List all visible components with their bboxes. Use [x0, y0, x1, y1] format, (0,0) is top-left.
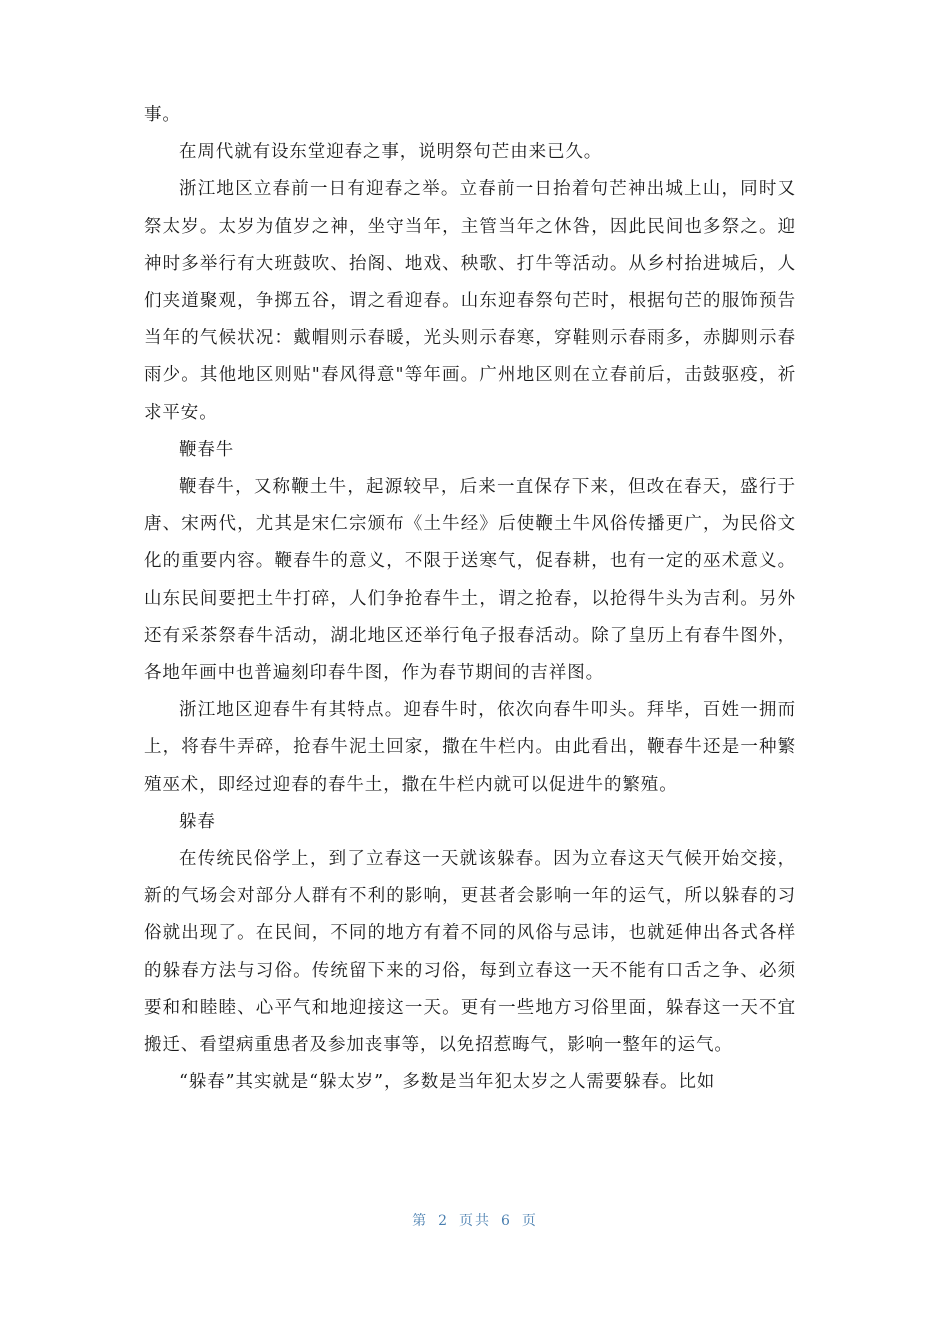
paragraph: 鞭春牛，又称鞭土牛，起源较早，后来一直保存下来，但改在春天，盛行于唐、宋两代，尤其是宋仁宗颁布《土牛经》后使鞭土牛风俗传播更广，为民俗文化的重要内容。鞭春牛的意义，不限于送寒气，促春耕，也有一定的巫术意义。山东民间要把土牛打碎，人们争抢春牛土，谓之抢春，以抢得牛头为吉利。另外还有采茶祭春牛活动，湖北地区还举行龟子报春活动。除了皇历上有春牛图外，各地年画中也普遍刻印春牛图，作为春节期间的吉祥图。	[144, 477, 796, 684]
footer-current-page: 2	[438, 1213, 449, 1229]
paragraph: 浙江地区立春前一日有迎春之举。立春前一日抬着句芒神出城上山，同时又祭太岁。太岁为值岁之神，坐守当年，主管当年之休咎，因此民间也多祭之。迎神时多举行有大班鼓吹、抬阁、地戏、秧歌、打牛等活动。从乡村抬进城后，人们夹道聚观，争掷五谷，谓之看迎春。山东迎春祭句芒时，根据句芒的服饰预告当年的气候状况：戴帽则示春暖，光头则示春寒，穿鞋则示春雨多，赤脚则示春雨少。其他地区则贴"春风得意"等年画。广州地区则在立春前后，击鼓驱疫，祈求平安。	[144, 179, 796, 423]
footer-total-pages: 6	[501, 1213, 512, 1229]
section-heading-duochun: 躲春	[179, 811, 216, 832]
paragraph: 事。	[144, 105, 181, 125]
paragraph: 浙江地区迎春牛有其特点。迎春牛时，依次向春牛叩头。拜毕，百姓一拥而上，将春牛弄碎，抢春牛泥土回家，撒在牛栏内。由此看出，鞭春牛还是一种繁殖巫术，即经过迎春的春牛土，撒在牛栏内就可以促进牛的繁殖。	[144, 700, 796, 795]
paragraph: 在传统民俗学上，到了立春这一天就该躲春。因为立春这天气候开始交接，新的气场会对部分人群有不利的影响，更甚者会影响一年的运气，所以躲春的习俗就出现了。在民间，不同的地方有着不同的风俗与忌讳，也就延伸出各式各样的躲春方法与习俗。传统留下来的习俗，每到立春这一天不能有口舌之争、必须要和和睦睦、心平气和地迎接这一天。更有一些地方习俗里面，躲春这一天不宜搬迁、看望病重患者及参加丧事等，以免招惹晦气，影响一整年的运气。	[144, 849, 796, 1056]
footer-label-prefix: 第	[412, 1213, 429, 1229]
paragraph: 在周代就有设东堂迎春之事，说明祭句芒由来已久。	[179, 142, 603, 163]
section-heading-bianchunniu: 鞭春牛	[179, 439, 235, 460]
footer-label-suffix: 页	[521, 1213, 538, 1229]
page-footer	[0, 1210, 950, 1230]
document-body	[144, 97, 796, 1101]
footer-label-mid: 页共	[459, 1213, 491, 1229]
paragraph: “躲春”其实就是“躲太岁”，多数是当年犯太岁之人需要躲春。比如	[179, 1072, 716, 1093]
